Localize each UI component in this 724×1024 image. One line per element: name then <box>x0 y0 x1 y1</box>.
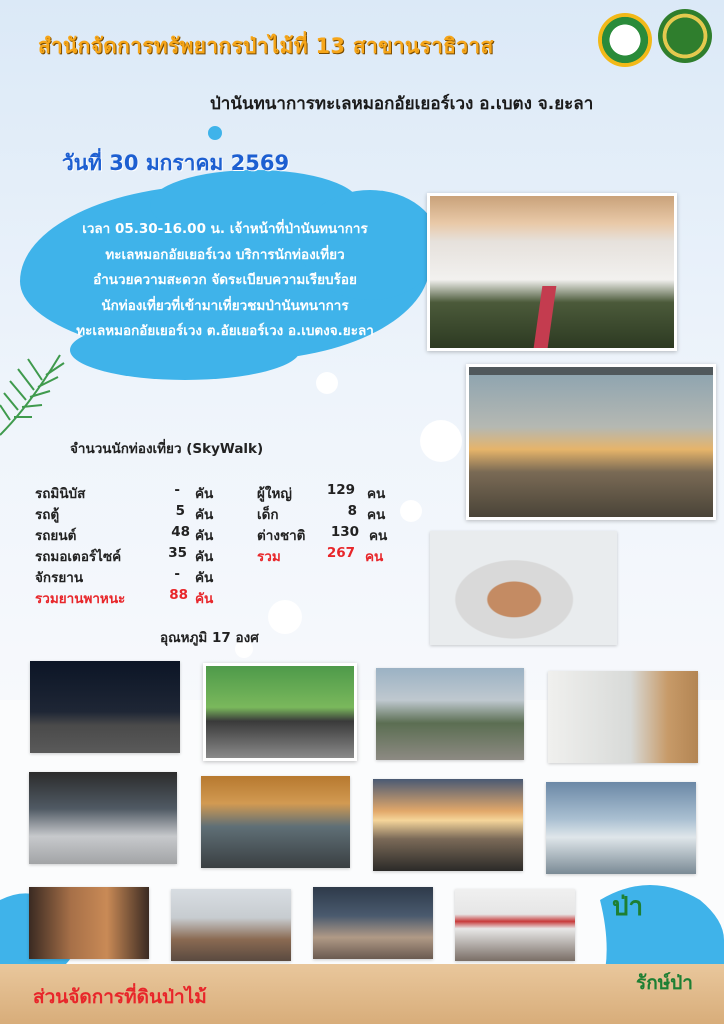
photo-waiting-area <box>548 671 698 763</box>
photo-glass-platform <box>546 782 696 874</box>
table-row-total <box>35 587 225 608</box>
vehicle-count-table <box>35 482 225 608</box>
visitor-value: 130 <box>330 524 359 540</box>
vehicle-unit: คัน <box>195 570 214 586</box>
visitor-total-value: 267 <box>326 545 355 561</box>
vehicle-unit: คัน <box>195 549 214 565</box>
photo-corridor <box>29 887 149 959</box>
date-label: วันที่ 30 มกราคม 2569 <box>62 151 290 175</box>
visitor-label: ผู้ใหญ่ <box>257 486 292 502</box>
visitor-value: 8 <box>347 503 357 519</box>
photo-sea-of-mist-skywalk <box>427 193 677 351</box>
description-line: ทะเลหมอกอัยเยอร์เวง บริการนักท่องเที่ยว <box>105 246 345 263</box>
visitor-unit: คน <box>367 486 386 502</box>
photo-ticket-counter <box>455 889 575 961</box>
table-row <box>35 503 225 524</box>
royal-forest-department-logo <box>658 9 712 63</box>
photo-skywalk-aerial <box>430 531 617 645</box>
footer-agency-name: ส่วนจัดการที่ดินป่าไม้ <box>33 986 207 1008</box>
vehicle-value: - <box>174 482 180 498</box>
white-bubble <box>268 600 302 634</box>
vehicle-total-label: รวมยานพาหนะ <box>35 591 126 607</box>
photo-sunrise-crowd <box>373 779 523 871</box>
forest-brand-logo: ป่า <box>612 892 644 922</box>
photo-skywalk-visitors <box>171 889 291 961</box>
vehicle-label: รถยนต์ <box>35 528 77 544</box>
visitor-count-title: จำนวนนักท่องเที่ยว (SkyWalk) <box>70 441 264 457</box>
photo-turnstile-hall <box>201 776 350 868</box>
table-row <box>257 524 397 545</box>
visitor-count-table <box>257 482 397 566</box>
table-row <box>257 503 397 524</box>
page-subtitle: ป่านันทนาการทะเลหมอกอัยเยอร์เวง อ.เบตง จ.ยะลา <box>210 94 594 114</box>
white-bubble <box>316 372 338 394</box>
table-row <box>35 524 225 545</box>
agency-logo-left <box>598 13 652 67</box>
raks-pa-brand-logo: รักษ์ป่า <box>636 972 693 994</box>
description-line: ทะเลหมอกอัยเยอร์เวง ต.อัยเยอร์เวง อ.เบตงจ.ยะลา <box>76 323 374 339</box>
visitor-unit: คน <box>369 528 388 544</box>
palm-leaf-icon <box>0 345 80 440</box>
visitor-total-label: รวม <box>257 549 281 565</box>
table-row-total <box>257 545 397 566</box>
vehicle-unit: คัน <box>195 528 214 544</box>
page-title: สำนักจัดการทรัพยากรป่าไม้ที่ 13 สาขานราธิวาส <box>38 34 494 58</box>
photo-glass-walkway-sunrise <box>466 364 716 520</box>
vehicle-value: 5 <box>175 503 185 519</box>
vehicle-label: รถมอเตอร์ไซค์ <box>35 549 122 565</box>
white-bubble <box>400 500 422 522</box>
vehicle-total-unit: คัน <box>195 591 214 607</box>
visitor-value: 129 <box>326 482 355 498</box>
vehicle-value: - <box>174 566 180 582</box>
vehicle-label: รถมินิบัส <box>35 486 86 502</box>
vehicle-value: 48 <box>171 524 190 540</box>
vehicle-label: รถตู้ <box>35 507 60 523</box>
photo-group-selfie <box>313 887 433 959</box>
description-line: อำนวยความสะดวก จัดระเบียบความเรียบร้อย <box>93 272 357 288</box>
table-row <box>35 545 225 566</box>
vehicle-total-value: 88 <box>169 587 188 603</box>
visitor-label: เด็ก <box>257 507 279 523</box>
photo-visitors-group <box>376 668 524 760</box>
table-row <box>35 482 225 503</box>
vehicle-unit: คัน <box>195 486 214 502</box>
visitor-total-unit: คน <box>365 549 384 565</box>
vehicle-label: จักรยาน <box>35 570 84 586</box>
vehicle-unit: คัน <box>195 507 214 523</box>
visitor-label: ต่างชาติ <box>257 528 306 544</box>
table-row <box>35 566 225 587</box>
description-block <box>30 217 420 345</box>
vehicle-value: 35 <box>168 545 187 561</box>
white-bubble <box>420 420 462 462</box>
temperature-label: อุณหภูมิ 17 องศ <box>160 630 259 646</box>
visitor-unit: คน <box>367 507 386 523</box>
photo-staff-at-entrance <box>203 663 357 761</box>
description-line: นักท่องเที่ยวที่เข้ามาเที่ยวชมป่านันทนาการ <box>101 297 349 314</box>
blue-blob-small <box>208 126 222 140</box>
table-row <box>257 482 397 503</box>
description-line: เวลา 05.30-16.00 น. เจ้าหน้าที่ป่านันทนาการ <box>82 221 368 237</box>
photo-night-checkpoint <box>30 661 180 753</box>
photo-ticket-gate <box>29 772 177 864</box>
